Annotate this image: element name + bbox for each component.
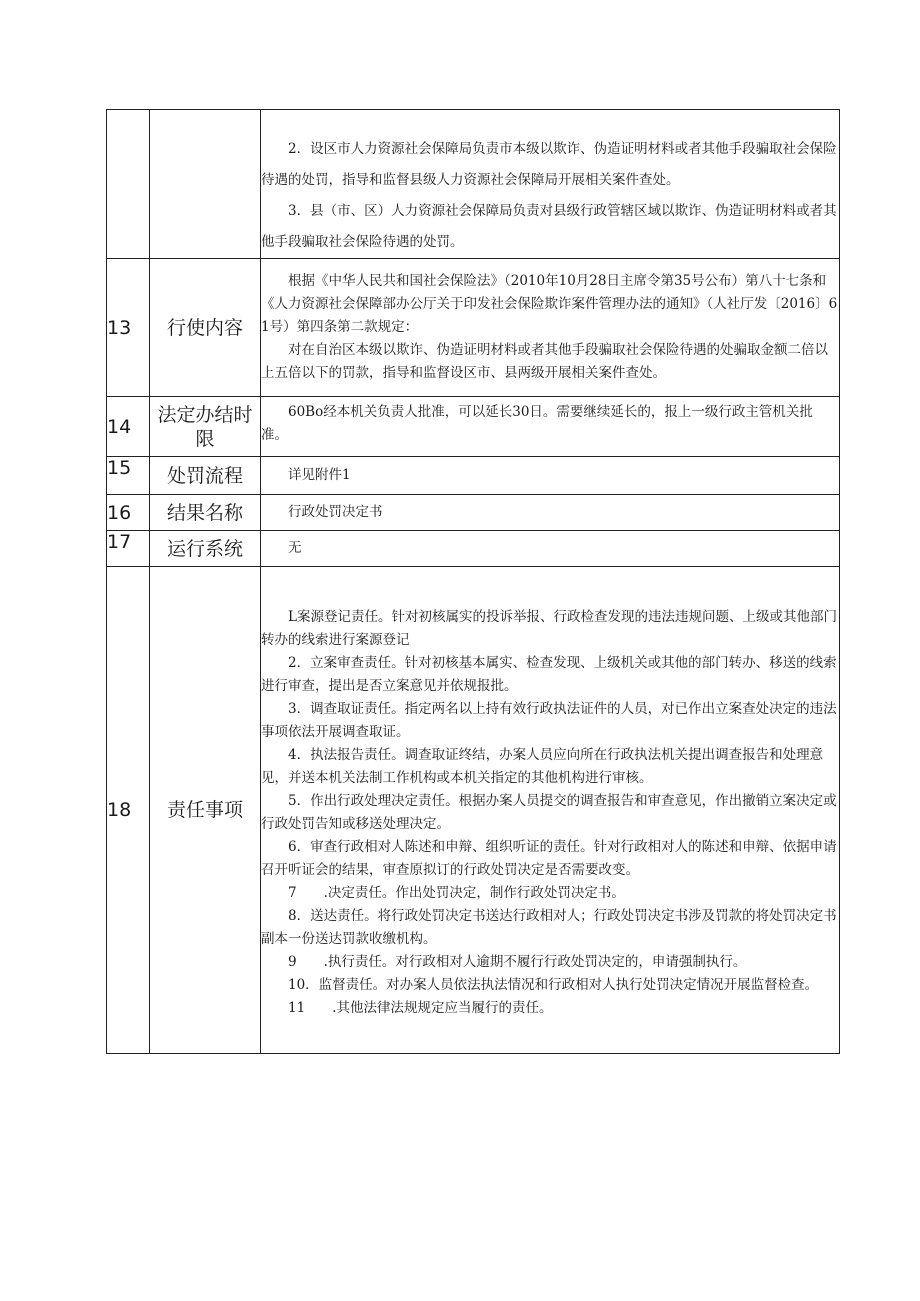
table-row-16 <box>107 495 840 531</box>
row-label <box>150 110 261 259</box>
content-paragraph: L案源登记责任。针对初核属实的投诉举报、行政检查发现的违法违规问题、上级或其他部门转办的线索进行案源登记 <box>261 609 837 648</box>
content-paragraph: 根据《中华人民共和国社会保险法》（2010年10月28日主席令第35号公布）第八十七条和《人力资源社会保障部办公厅关于印发社会保险欺诈案件管理办法的通知》（人社厅发〔2016〕61号）第四条第二款规定： <box>261 273 838 335</box>
content-paragraph: 8．送达责任。将行政处罚决定书送达行政相对人；行政处罚决定书涉及罚款的将处罚决定书副本一份送达罚款收缴机构。 <box>261 908 837 947</box>
table-row-17 <box>107 531 840 567</box>
content-paragraph: 3．县（市、区）人力资源社会保障局负责对县级行政管辖区域以欺诈、伪造证明材料或者其他手段骗取社会保险待遇的处罚。 <box>261 203 837 250</box>
content-paragraph: 行政处罚决定书 <box>288 504 383 520</box>
row-label: 责任事项 <box>150 567 261 1054</box>
row-label: 运行系统 <box>150 531 261 567</box>
authority-table <box>106 109 840 1054</box>
row-content <box>261 259 840 397</box>
content-paragraph: 11 .其他法律法规规定应当履行的责任。 <box>288 1000 553 1016</box>
row-number: 18 <box>107 567 150 1054</box>
content-paragraph: 详见附件1 <box>288 467 351 483</box>
row-content <box>261 567 840 1054</box>
content-paragraph: 5．作出行政处理决定责任。根据办案人员提交的调查报告和审查意见，作出撤销立案决定或行政处罚告知或移送处理决定。 <box>261 793 837 832</box>
content-paragraph: 无 <box>288 540 302 556</box>
content-paragraph: 2．立案审查责任。针对初核基本属实、检查发现、上级机关或其他的部门转办、移送的线索进行审查，提出是否立案意见并依规报批。 <box>261 655 837 694</box>
content-paragraph: 7 .决定责任。作出处罚决定，制作行政处罚决定书。 <box>288 885 625 901</box>
row-content <box>261 531 840 567</box>
row-label: 法定办结时限 <box>150 397 261 457</box>
row-number: 17 <box>107 531 150 567</box>
content-paragraph: 2．设区市人力资源社会保障局负责市本级以欺诈、伪造证明材料或者其他手段骗取社会保险待遇的处罚，指导和监督县级人力资源社会保障局开展相关案件查处。 <box>261 141 837 188</box>
table-row-14 <box>107 397 840 457</box>
row-content <box>261 110 840 259</box>
row-number: 16 <box>107 495 150 531</box>
content-paragraph: 60Bo经本机关负责人批准，可以延长30日。需要继续延长的，报上一级行政主管机关批准。 <box>261 404 813 443</box>
table-row-18 <box>107 567 840 1054</box>
content-paragraph: 10．监督责任。对办案人员依法执法情况和行政相对人执行处罚决定情况开展监督检查。 <box>288 977 819 993</box>
row-number: 14 <box>107 397 150 457</box>
content-paragraph: 3．调查取证责任。指定两名以上持有效行政执法证件的人员，对已作出立案查处决定的违法事项依法开展调查取证。 <box>261 701 837 740</box>
row-content <box>261 397 840 457</box>
content-paragraph: 对在自治区本级以欺诈、伪造证明材料或者其他手段骗取社会保险待遇的处骗取金额二倍以上五倍以下的罚款，指导和监督设区市、县两级开展相关案件查处。 <box>261 342 828 381</box>
row-label: 结果名称 <box>150 495 261 531</box>
row-label: 处罚流程 <box>150 457 261 495</box>
table-row-continuation <box>107 110 840 259</box>
row-content <box>261 457 840 495</box>
content-paragraph: 9 .执行责任。对行政相对人逾期不履行行政处罚决定的，申请强制执行。 <box>288 954 747 970</box>
content-paragraph: 4．执法报告责任。调查取证终结，办案人员应向所在行政执法机关提出调查报告和处理意见，并送本机关法制工作机构或本机关指定的其他机构进行审核。 <box>261 747 824 786</box>
row-label: 行使内容 <box>150 259 261 397</box>
content-paragraph: 6．审查行政相对人陈述和申辩、组织听证的责任。针对行政相对人的陈述和申辩、依据申请召开听证会的结果，审查原拟订的行政处罚决定是否需要改变。 <box>261 839 837 878</box>
row-content <box>261 495 840 531</box>
row-number <box>107 110 150 259</box>
table-row-13 <box>107 259 840 397</box>
table-row-15 <box>107 457 840 495</box>
row-number: 15 <box>107 457 150 495</box>
row-number: 13 <box>107 259 150 397</box>
